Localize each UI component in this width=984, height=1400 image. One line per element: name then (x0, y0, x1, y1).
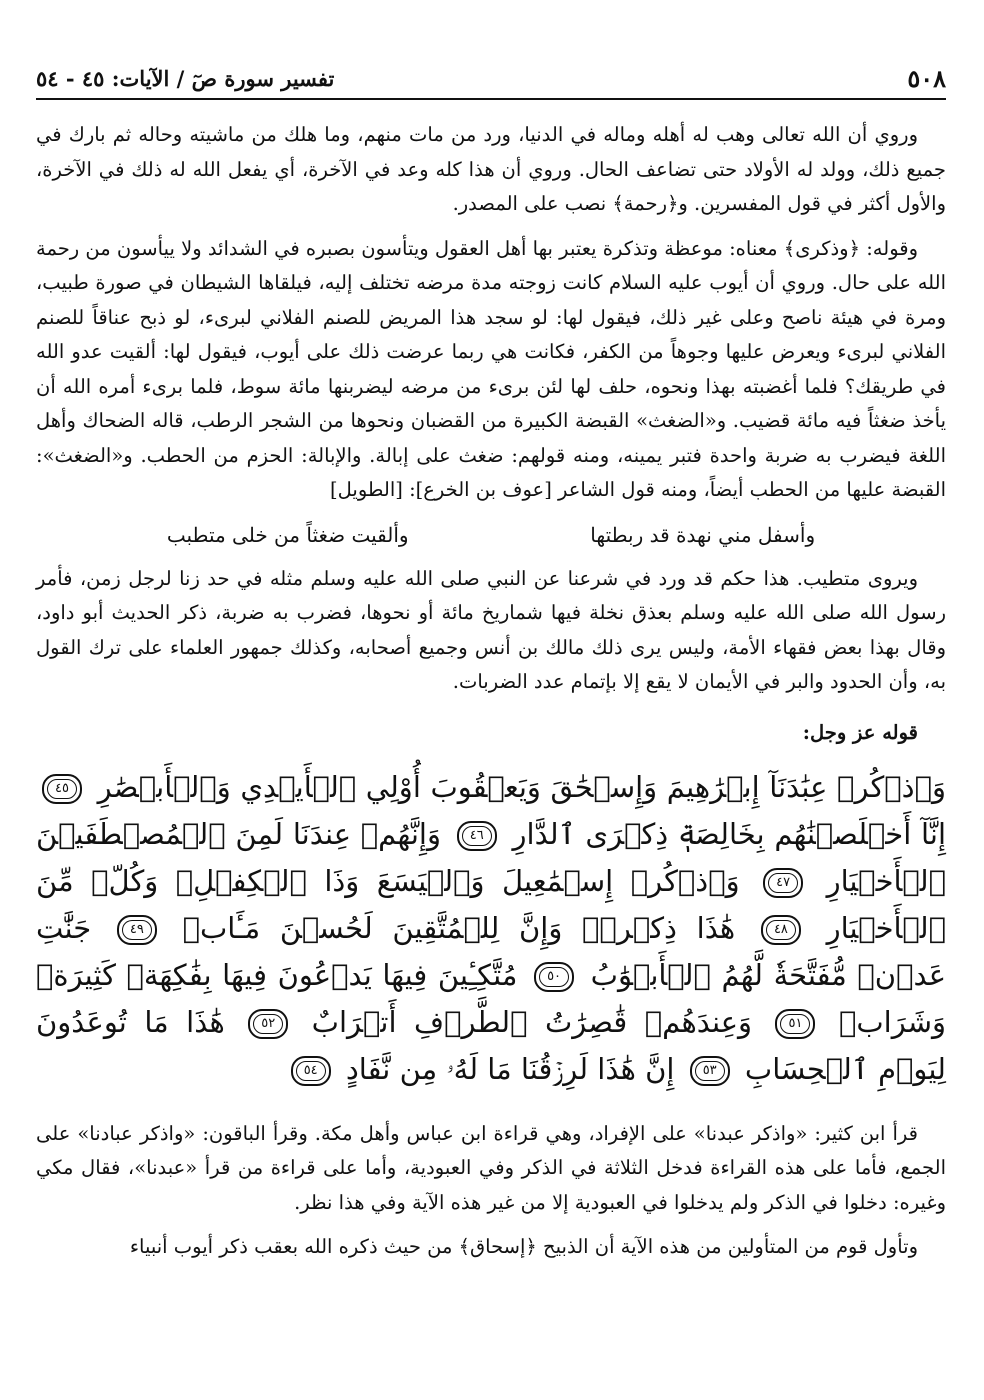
verse-intro: قوله عز وجل: (802, 720, 918, 744)
verse-second-hemistich: وألقيت ضغثاً من خلى متطبب (166, 522, 409, 547)
running-header (36, 58, 946, 100)
ayah-number-marker: ٤٩ (117, 915, 157, 945)
ayah-text: وَإِنَّهُمۡ عِندَنَا لَمِنَ ٱلۡمُصۡطَفَيۡنَ ٱلۡأَخۡيَارِ (36, 816, 946, 898)
quran-passage (36, 764, 946, 1093)
ayah-number-marker: ٤٨ (761, 915, 801, 945)
ayah-text: هَٰذَا مَا تُوعَدُونَ لِيَوۡمِ ٱلۡحِسَابِ (36, 1004, 946, 1086)
running-title: تفسير سورة صٓ / الآيات: ٤٥ - ٥٤ (36, 65, 335, 91)
ayah-number-marker: ٥٣ (690, 1056, 730, 1086)
ayah-number-marker: ٤٦ (457, 821, 497, 851)
ayah-number-marker: ٤٥ (42, 774, 82, 804)
paragraph-3: ويروى متطيب. هذا حكم قد ورد في شرعنا عن النبي صلى الله عليه وسلم مثله في حد زنا لرجل زمن، فأمر رسول الله صلى الله عليه وسلم بعذق نخلة فيها شماريخ مائة أو نحوها، فضرب به ضربة، ذكر الحديث أبو داود، وقال بهذا بعض فقهاء الأمة، وليس يرى ذلك مالك بن أنس وجميع أصحابه، وكذلك جمهور العلماء على ترك القول به، وأن الحدود والبر في الأيمان لا يقع إلا بإتمام عدد الضربات. (36, 566, 946, 693)
ayah-text: إِنَّآ أَخۡلَصۡنَٰهُم بِخَالِصَةٖ ذِكۡرَى ٱلدَّارِ (512, 816, 947, 851)
ayah-text: مُتَّكِـِٔينَ فِيهَا يَدۡعُونَ فِيهَا بِفَٰكِهَةٖ كَثِيرَةٖ وَشَرَابٖ (36, 957, 947, 1039)
ayah-text: إِنَّ هَٰذَا لَرِزۡقُنَا مَا لَهُۥ مِن نَّفَادٍ (345, 1051, 675, 1086)
page (36, 58, 946, 1378)
paragraph-4: قرأ ابن كثير: «واذكر عبدنا» على الإفراد، وهي قراءة ابن عباس وأهل مكة. وقرأ الباقون: «واذكر عبادنا» على الجمع، فأما على هذه القراءة فدخل الثلاثة في الذكر وفي العبودية، وأما على قراءة من قرأ «عبدنا»، فقال مكي وغيره: دخلوا في الذكر ولم يدخلوا في العبودية إلا من غير هذه الآية وفي هذا نظر. (36, 1121, 946, 1214)
page-number: ٥٠٨ (907, 63, 946, 93)
ayah-text: جَنَّٰتِ عَدۡنٖ مُّفَتَّحَةٗ لَّهُمُ ٱلۡأَبۡوَٰبُ (36, 910, 947, 992)
ayah-text: وَٱذۡكُرۡ عِبَٰدَنَآ إِبۡرَٰهِيمَ وَإِسۡحَٰقَ وَيَعۡقُوبَ أُوْلِي ٱلۡأَيۡدِي وَٱلۡأَبۡصَٰرِ (97, 769, 946, 804)
ayah-text: وَٱذۡكُرۡ إِسۡمَٰعِيلَ وَٱلۡيَسَعَ وَذَا ٱلۡكِفۡلِۖ وَكُلّٞ مِّنَ ٱلۡأَخۡيَارِ (36, 863, 947, 945)
paragraph-5: وتأول قوم من المتأولين من هذه الآية أن الذبيح ﴿إسحاق﴾ من حيث ذكره الله بعقب ذكر أيوب أنبياء (129, 1235, 918, 1258)
ayah-number-marker: ٥١ (775, 1009, 815, 1039)
ayah-number-marker: ٤٧ (763, 868, 803, 898)
paragraph-2: وقوله: ﴿وذكرى﴾ معناه: موعظة وتذكرة يعتبر بها أهل العقول ويتأسون بصبره في الشدائد ولا ييأسون من رحمة الله على حال. وروي أن أيوب عليه السلام كانت زوجته مدة مرضه تختلف إليه، فيلقاها الشيطان في صورة طبيب، ومرة في هيئة ناصح وعلى غير ذلك، فيقول لها: لو سجد هذا المريض للصنم الفلاني لبرىء، لو ذبح عناقاً للصنم الفلاني لبرىء ويعرض عليها وجوهاً من الكفر، فكانت هي ربما عرضت ذلك على أيوب، فيقول لها: ألقيت عدو الله في طريقك؟ فلما أغضبته بهذا ونحوه، حلف لها لئن برىء من مرضه ليضربنها مائة سوط، فلما برىء أمره الله أن يأخذ ضغثاً فيه مائة قضيب. و«الضغث» القبضة الكبيرة من القضبان ونحوها من الشجر الرطب، قاله الضحاك وأهل اللغة فيضرب به ضربة واحدة فتبر يمينه، ومنه قولهم: ضغث على إبالة. والإبالة: الحزم من الحطب. و«الضغث»: القبضة عليها من الحطب أيضاً، ومنه قول الشاعر [عوف بن الخرع]: [الطويل] (36, 236, 946, 501)
verse-first-hemistich: وأسفل مني نهدة قد ربطتها (590, 522, 816, 547)
ayah-number-marker: ٥٤ (291, 1056, 331, 1086)
ayah-text: وَعِندَهُمۡ قَٰصِرَٰتُ ٱلطَّرۡفِ أَتۡرَابٌ (311, 1004, 753, 1039)
poetry-verse (76, 518, 906, 552)
ayah-text: هَٰذَا ذِكۡرٞۚ وَإِنَّ لِلۡمُتَّقِينَ لَحُسۡنَ مَـَٔابٖ (182, 910, 736, 945)
ayah-number-marker: ٥٢ (248, 1009, 288, 1039)
ayah-number-marker: ٥٠ (534, 962, 574, 992)
paragraph-1: وروي أن الله تعالى وهب له أهله وماله في الدنيا، ورد من مات منهم، وما هلك من ماشيته وحاله ثم بارك في جميع ذلك، وولد له الأولاد حتى تضاعف الحال. وروي أن هذا كله وعد في الآخرة، أي يفعل الله له ذلك في الآخرة، والأول أكثر في قول المفسرين. و﴿رحمة﴾ نصب على المصدر. (36, 123, 946, 215)
